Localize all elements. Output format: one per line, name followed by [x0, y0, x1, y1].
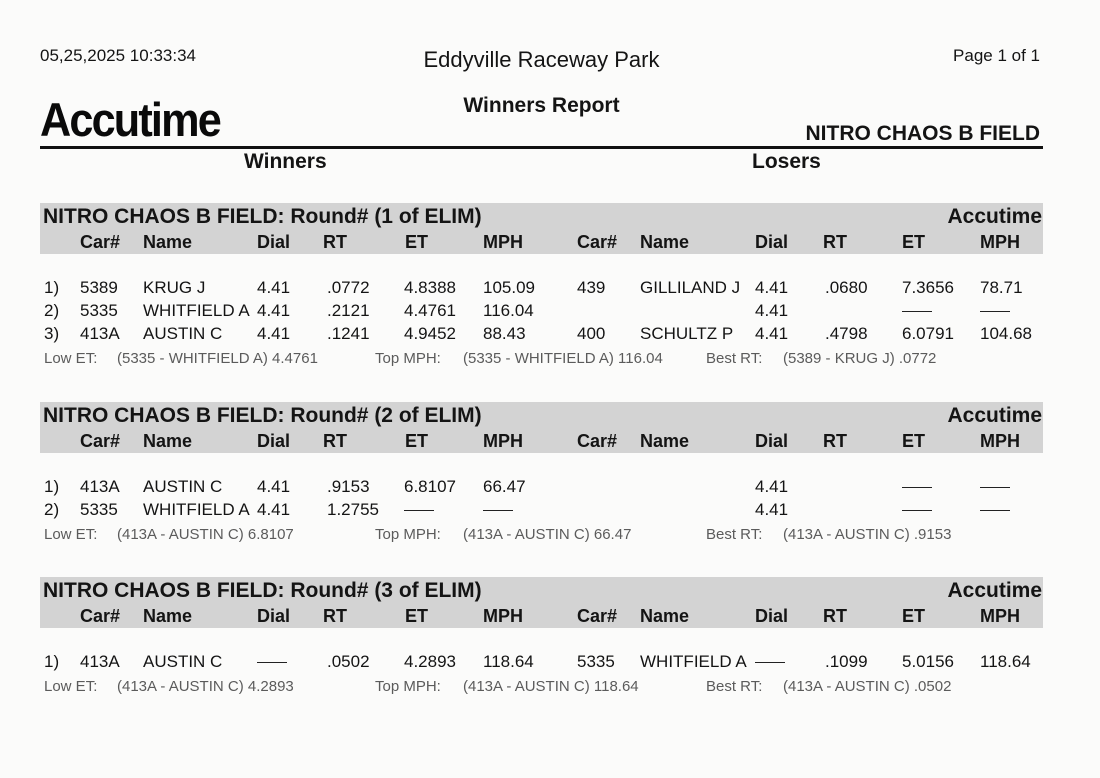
column-header: RT — [823, 431, 847, 451]
row-number: 3) — [44, 324, 60, 343]
loser-et: 6.0791 — [902, 324, 954, 343]
winner-mph: 66.47 — [483, 477, 526, 496]
no-value-dash — [902, 510, 932, 511]
winner-mph: 118.64 — [483, 652, 534, 671]
loser-mph — [980, 500, 1010, 520]
column-header: RT — [823, 232, 847, 252]
loser-car: 5335 — [577, 652, 615, 671]
column-header: Dial — [755, 431, 789, 451]
winner-mph — [483, 500, 513, 520]
no-value-dash — [980, 510, 1010, 511]
column-header: MPH — [483, 232, 523, 252]
row-number: 2) — [44, 301, 60, 320]
column-header: RT — [323, 431, 347, 451]
loser-et — [902, 500, 932, 520]
winner-dial: 4.41 — [257, 301, 291, 320]
winner-car: 5335 — [80, 301, 118, 320]
winner-rt: .2121 — [327, 301, 370, 320]
column-header: Name — [143, 232, 193, 252]
no-value-dash — [902, 487, 932, 488]
winner-rt: 1.2755 — [327, 500, 379, 519]
loser-et — [902, 477, 932, 497]
winner-name: WHITFIELD A — [143, 301, 250, 320]
no-value-dash — [404, 510, 434, 511]
loser-dial: 4.41 — [755, 324, 789, 343]
result-row — [0, 652, 1100, 676]
column-header: Dial — [755, 606, 789, 626]
header-rule — [40, 146, 1043, 149]
column-header: MPH — [483, 606, 523, 626]
round-header-band — [40, 402, 1043, 453]
round-brand-label: Accutime — [947, 205, 1042, 228]
round-title: NITRO CHAOS B FIELD: Round# (3 of ELIM) — [43, 579, 482, 602]
result-row — [0, 278, 1100, 302]
column-header: Name — [640, 431, 690, 451]
low-et-label: Low ET: — [44, 350, 98, 367]
winner-car: 413A — [80, 324, 120, 343]
loser-rt: .4798 — [825, 324, 868, 343]
top-mph-label: Top MPH: — [375, 678, 441, 695]
column-header: RT — [823, 606, 847, 626]
winner-rt: .1241 — [327, 324, 370, 343]
round-header-band — [40, 577, 1043, 628]
column-header: Car# — [577, 431, 618, 451]
winners-label: Winners — [244, 150, 327, 173]
column-header: MPH — [483, 431, 523, 451]
loser-mph: 104.68 — [980, 324, 1032, 343]
column-header: Dial — [257, 232, 291, 252]
best-rt-value: (5389 - KRUG J) .0772 — [783, 350, 937, 367]
row-number: 1) — [44, 652, 60, 671]
loser-et: 7.3656 — [902, 278, 954, 297]
result-row — [0, 301, 1100, 325]
no-value-dash — [980, 487, 1010, 488]
winner-name: AUSTIN C — [143, 652, 223, 671]
row-number: 1) — [44, 278, 60, 297]
class-name: NITRO CHAOS B FIELD — [805, 122, 1040, 145]
low-et-label: Low ET: — [44, 526, 98, 543]
round-brand-label: Accutime — [947, 404, 1042, 427]
result-row — [0, 500, 1100, 524]
low-et-value: (5335 - WHITFIELD A) 4.4761 — [117, 350, 318, 367]
round-title: NITRO CHAOS B FIELD: Round# (2 of ELIM) — [43, 404, 482, 427]
low-et-label: Low ET: — [44, 678, 98, 695]
best-rt-value: (413A - AUSTIN C) .0502 — [783, 678, 952, 695]
top-mph-label: Top MPH: — [375, 526, 441, 543]
loser-mph: 78.71 — [980, 278, 1023, 297]
best-rt-label: Best RT: — [706, 678, 763, 695]
column-header: MPH — [980, 232, 1020, 252]
column-header: MPH — [980, 431, 1020, 451]
column-header: Name — [640, 606, 690, 626]
no-value-dash — [902, 311, 932, 312]
winner-name: AUSTIN C — [143, 477, 223, 496]
winner-car: 5389 — [80, 278, 118, 297]
winner-dial: 4.41 — [257, 477, 291, 496]
winner-mph: 116.04 — [483, 301, 534, 320]
losers-label: Losers — [752, 150, 821, 173]
loser-dial: 4.41 — [755, 278, 789, 297]
winner-et: 6.8107 — [404, 477, 456, 496]
winner-dial: 4.41 — [257, 324, 291, 343]
loser-name: SCHULTZ P — [640, 324, 734, 343]
winner-dial: 4.41 — [257, 278, 291, 297]
loser-dial: 4.41 — [755, 301, 789, 320]
track-name: Eddyville Raceway Park — [423, 47, 660, 72]
column-header: Dial — [257, 606, 291, 626]
accutime-logo: Accutime — [40, 93, 220, 146]
column-header: Car# — [80, 232, 121, 252]
winner-dial — [257, 652, 287, 672]
winner-mph: 105.09 — [483, 278, 535, 297]
column-header: ET — [902, 606, 926, 626]
row-number: 1) — [44, 477, 60, 496]
loser-et — [902, 301, 932, 321]
column-header: RT — [323, 606, 347, 626]
loser-dial: 4.41 — [755, 500, 789, 519]
winner-car: 413A — [80, 652, 120, 671]
page-indicator: Page 1 of 1 — [953, 46, 1040, 65]
loser-name: WHITFIELD A — [640, 652, 747, 671]
winner-et: 4.4761 — [404, 301, 456, 320]
top-mph-value: (413A - AUSTIN C) 66.47 — [463, 526, 632, 543]
row-number: 2) — [44, 500, 60, 519]
low-et-value: (413A - AUSTIN C) 4.2893 — [117, 678, 294, 695]
winner-dial: 4.41 — [257, 500, 291, 519]
column-header: ET — [405, 431, 429, 451]
round-brand-label: Accutime — [947, 579, 1042, 602]
loser-name: GILLILAND J — [640, 278, 741, 297]
round-header-band — [40, 203, 1043, 254]
column-header: Name — [143, 431, 193, 451]
loser-mph — [980, 477, 1010, 497]
winner-rt: .0502 — [327, 652, 370, 671]
winner-rt: .9153 — [327, 477, 370, 496]
best-rt-value: (413A - AUSTIN C) .9153 — [783, 526, 952, 543]
winner-car: 413A — [80, 477, 120, 496]
column-header: Dial — [257, 431, 291, 451]
column-header: ET — [902, 232, 926, 252]
no-value-dash — [483, 510, 513, 511]
column-header: Name — [143, 606, 193, 626]
column-header: ET — [405, 606, 429, 626]
report-title: Winners Report — [463, 94, 620, 117]
loser-car: 400 — [577, 324, 606, 343]
loser-dial: 4.41 — [755, 477, 789, 496]
winner-name: KRUG J — [143, 278, 206, 297]
loser-et: 5.0156 — [902, 652, 954, 671]
loser-rt: .0680 — [825, 278, 868, 297]
column-header: ET — [902, 431, 926, 451]
column-header: Dial — [755, 232, 789, 252]
column-header: ET — [405, 232, 429, 252]
loser-car: 439 — [577, 278, 606, 297]
loser-dial — [755, 652, 785, 672]
column-header: RT — [323, 232, 347, 252]
column-header: Car# — [577, 606, 618, 626]
top-mph-value: (5335 - WHITFIELD A) 116.04 — [463, 350, 663, 367]
winner-name: AUSTIN C — [143, 324, 223, 343]
round-title: NITRO CHAOS B FIELD: Round# (1 of ELIM) — [43, 205, 482, 228]
best-rt-label: Best RT: — [706, 526, 763, 543]
no-value-dash — [257, 662, 287, 663]
winner-name: WHITFIELD A — [143, 500, 250, 519]
winner-et: 4.8388 — [404, 278, 456, 297]
result-row — [0, 324, 1100, 348]
top-mph-value: (413A - AUSTIN C) 118.64 — [463, 678, 639, 695]
loser-mph — [980, 301, 1010, 321]
column-header: Name — [640, 232, 690, 252]
low-et-value: (413A - AUSTIN C) 6.8107 — [117, 526, 294, 543]
winner-rt: .0772 — [327, 278, 370, 297]
column-header: Car# — [577, 232, 618, 252]
result-row — [0, 477, 1100, 501]
no-value-dash — [755, 662, 785, 663]
winner-et — [404, 500, 434, 520]
winner-et: 4.2893 — [404, 652, 456, 671]
winner-et: 4.9452 — [404, 324, 456, 343]
loser-rt: .1099 — [825, 652, 868, 671]
column-header: Car# — [80, 431, 121, 451]
report-datetime: 05,25,2025 10:33:34 — [40, 46, 196, 65]
loser-mph: 118.64 — [980, 652, 1031, 671]
column-header: Car# — [80, 606, 121, 626]
top-mph-label: Top MPH: — [375, 350, 441, 367]
column-header: MPH — [980, 606, 1020, 626]
winner-mph: 88.43 — [483, 324, 526, 343]
best-rt-label: Best RT: — [706, 350, 763, 367]
winner-car: 5335 — [80, 500, 118, 519]
no-value-dash — [980, 311, 1010, 312]
